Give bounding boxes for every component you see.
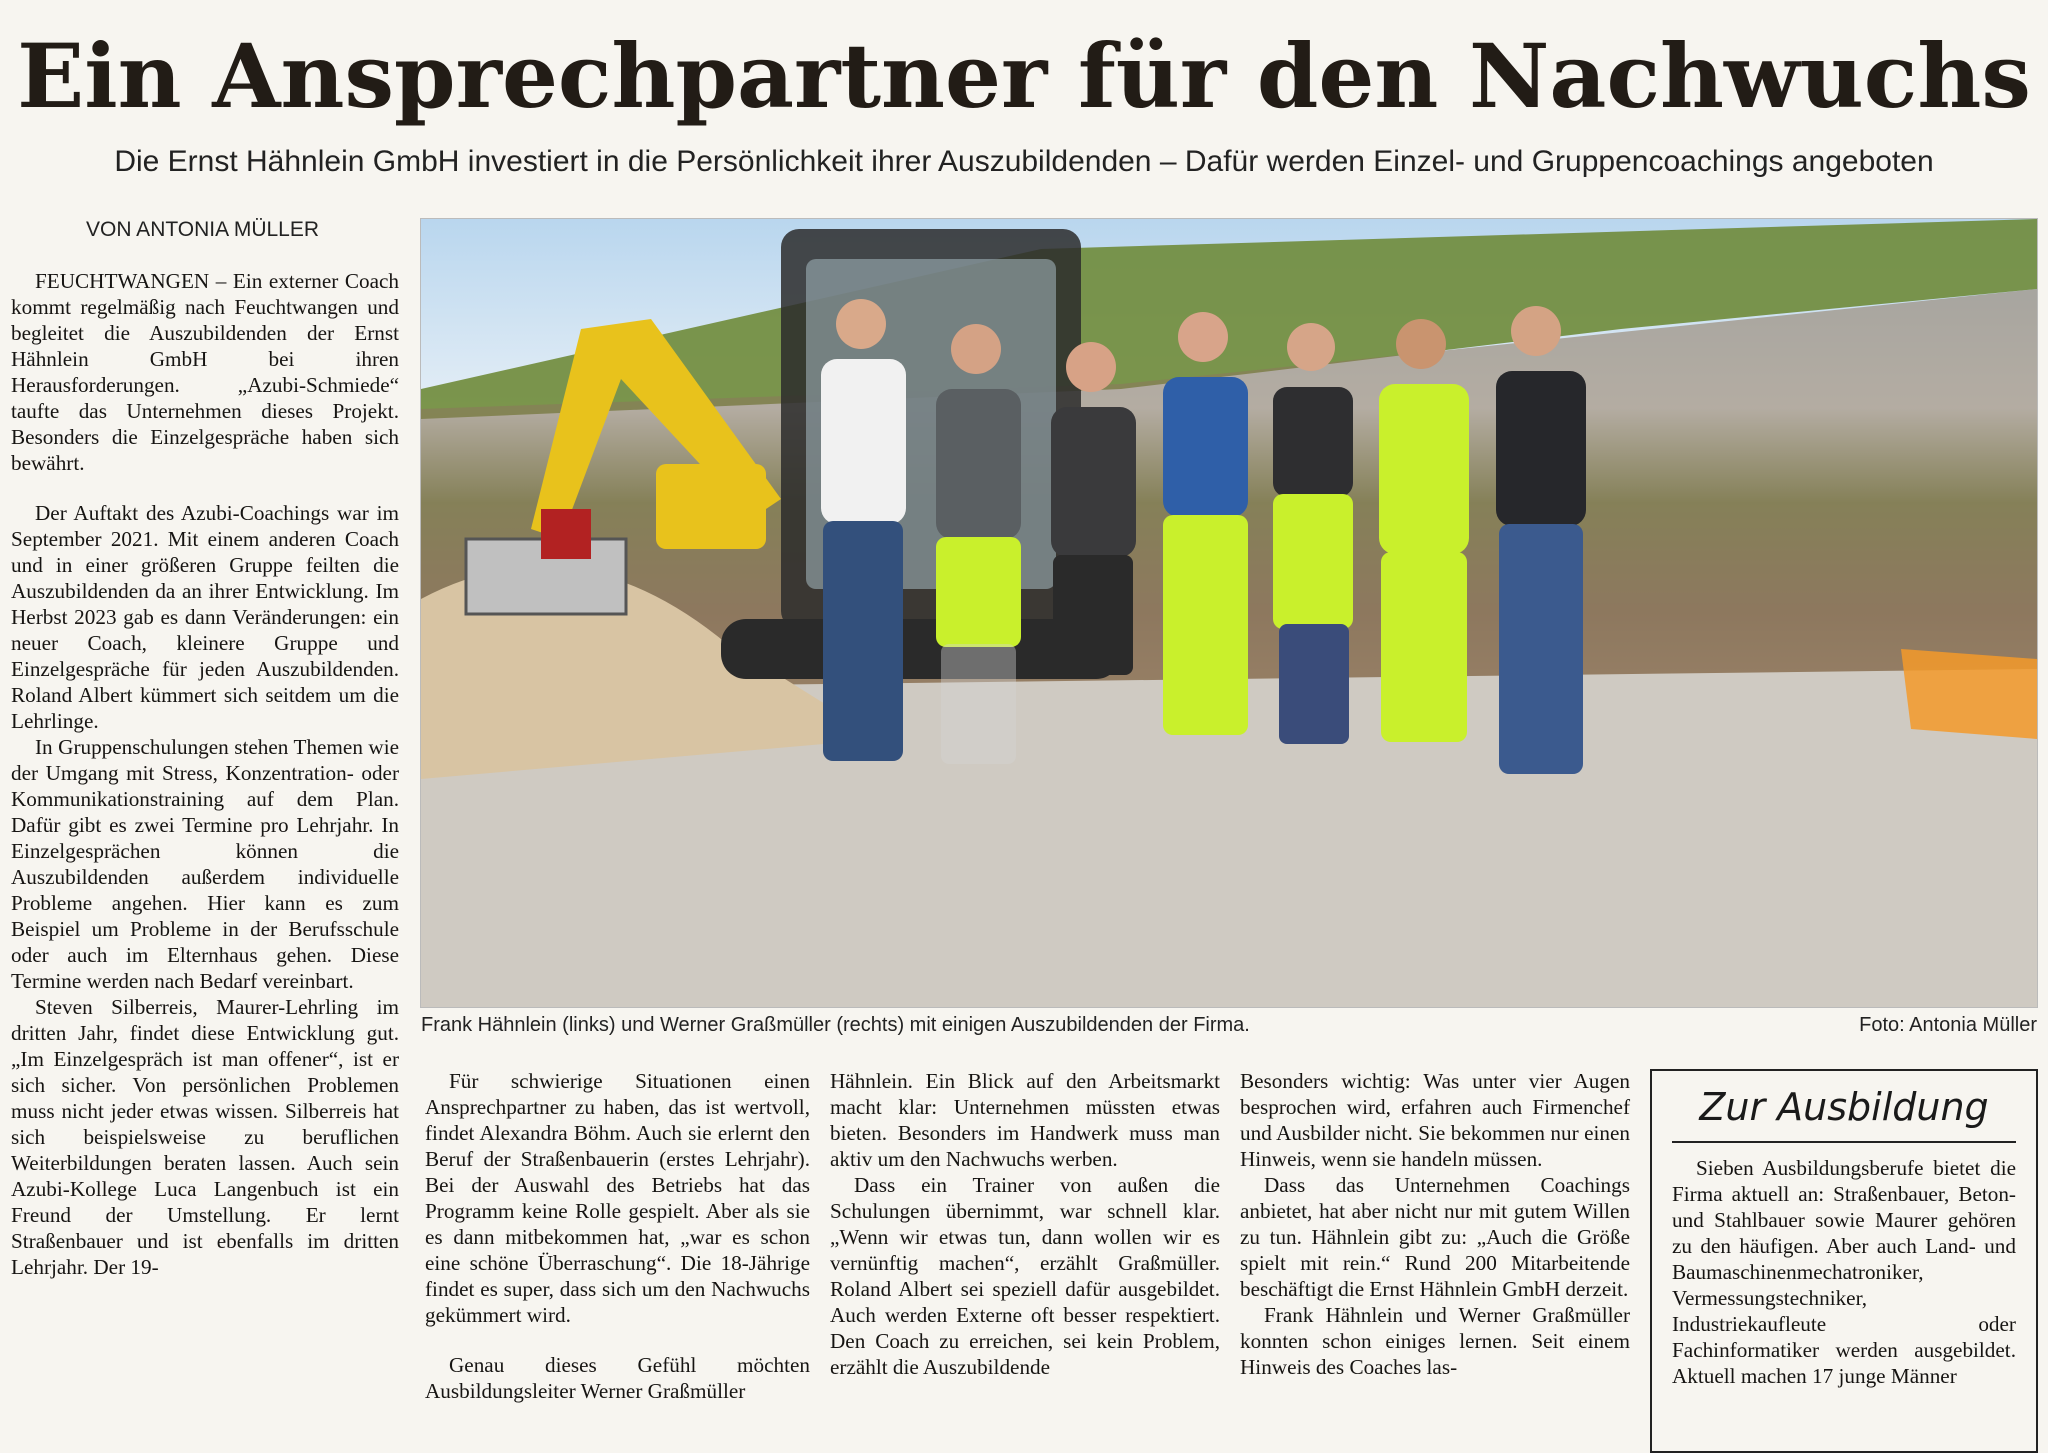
sidebar-text: Sieben Ausbildungsberufe bietet die Firma aktuell an: Straßenbauer, Beton- und Stahlbauer sowie Maurer gehören zu den häufigen. Aber auch Land- und Baumaschinenmechatroniker, Vermessungstechniker, Industriekaufleute oder Fachinformatiker werden ausgebildet. Aktuell machen 17 junge Männer bbox=[1672, 1156, 2016, 1388]
paragraph: Für schwierige Situationen einen Ansprechpartner zu haben, das ist wertvoll, findet Alexandra Böhm. Auch sie erlernt den Beruf der Straßenbauerin (erstes Lehrjahr). Bei der Auswahl des Betriebs hat das Programm keine Rolle gespielt. Aber als sie es dann mitbekommen hat, „war es schon eine schöne Überraschung“. Die 18-Jährige findet es super, dass sich um den Nachwuchs gekümmert wird. bbox=[425, 1069, 810, 1327]
paragraph: Dass das Unternehmen Coachings anbietet, hat aber nicht nur mit gutem Willen zu tun. Hähnlein gibt zu: „Auch die Größe spielt mit rein.“ Rund 200 Mitarbeitende beschäftigt die Ernst Hähnlein GmbH derzeit. bbox=[1240, 1173, 1630, 1301]
paragraph: Der Auftakt des Azubi-Coachings war im September 2021. Mit einem anderen Coach und in einer größeren Gruppe feilten die Auszubildenden da an ihrer Entwicklung. Im Herbst 2023 gab es dann Veränderungen: ein neuer Coach, kleinere Gruppe und Einzelgespräche für jeden Auszubildenden. Roland Albert kümmert sich seitdem um die Lehrlinge. bbox=[11, 501, 399, 733]
sidebar-title: Zur Ausbildung bbox=[1699, 1085, 1989, 1129]
paragraph: Dass ein Trainer von außen die Schulungen übernimmt, war schnell klar. „Wenn wir etwas tun, dann wollen wir es vernünftig machen“, erzählt Graßmüller. Roland Albert sei speziell dafür ausgebildet. Auch werden Externe oft besser respektiert. Den Coach zu erreichen, sei kein Problem, erzählt die Auszubildende bbox=[830, 1173, 1220, 1379]
subheadline: Die Ernst Hähnlein GmbH investiert in die Persönlichkeit ihrer Auszubildenden – Dafür werden Einzel- und Gruppencoachings angeboten bbox=[114, 145, 1934, 178]
paragraph: Genau dieses Gefühl möchten Ausbildungsleiter Werner Graßmüller bbox=[425, 1353, 810, 1403]
paragraph: Steven Silberreis, Maurer-Lehrling im dritten Jahr, findet diese Entwicklung gut. „Im Einzelgespräch ist man offener“, ist er sich sicher. Von persönlichen Problemen muss nicht jeder etwas wissen. Silberreis hat sich beispielsweise zu beruflichen Weiterbildungen beraten lassen. Auch sein Azubi-Kollege Luca Langenbuch ist ein Freund der Umstellung. Er lernt Straßenbauer und ist ebenfalls im dritten Lehrjahr. Der 19- bbox=[11, 995, 399, 1279]
headline: Ein Ansprechpartner für den Nachwuchs bbox=[17, 24, 2031, 128]
text-column-4 bbox=[1240, 1068, 1630, 1380]
photo-credit: Foto: Antonia Müller bbox=[1859, 1014, 2037, 1036]
paragraph: FEUCHTWANGEN – Ein externer Coach kommt regelmäßig nach Feuchtwangen und begleitet die Auszubildenden der Ernst Hähnlein GmbH bei ihren Herausforderungen. „Azubi-Schmiede“ taufte das Unternehmen dieses Projekt. Besonders die Einzelgespräche haben sich bewährt. bbox=[11, 269, 399, 475]
orange-bags bbox=[1901, 649, 2037, 739]
text-column-3 bbox=[830, 1068, 1220, 1380]
text-column-1 bbox=[11, 268, 399, 1280]
paragraph: Besonders wichtig: Was unter vier Augen besprochen wird, erfahren auch Firmenchef und Ausbilder nicht. Sie bekommen nur einen Hinweis, wenn sie handeln müssen. bbox=[1240, 1069, 1630, 1171]
paragraph: In Gruppenschulungen stehen Themen wie der Umgang mit Stress, Konzentration- oder Kommunikationstraining auf dem Plan. Dafür gibt es zwei Termine pro Lehrjahr. In Einzelgesprächen können die Auszubildenden außerdem individuelle Probleme angehen. Hier kann es zum Beispiel um Probleme in der Berufsschule oder auch im Elternhaus gehen. Diese Termine werden nach Bedarf vereinbart. bbox=[11, 735, 399, 993]
text-column-2 bbox=[425, 1068, 810, 1404]
caption-text: Frank Hähnlein (links) und Werner Graßmüller (rechts) mit einigen Auszubildenden der Firma. bbox=[421, 1014, 1250, 1036]
byline: VON ANTONIA MÜLLER bbox=[86, 218, 320, 241]
excavator-icon bbox=[466, 229, 1121, 679]
photo-illustration bbox=[421, 219, 2037, 1007]
sidebar-box bbox=[1650, 1069, 2038, 1453]
paragraph: Frank Hähnlein und Werner Graßmüller konnten schon einiges lernen. Seit einem Hinweis des Coaches las- bbox=[1240, 1303, 1630, 1379]
paragraph: Hähnlein. Ein Blick auf den Arbeitsmarkt macht klar: Unternehmen müssten etwas bieten. Besonders im Handwerk muss man aktiv um den Nachwuchs werben. bbox=[830, 1069, 1220, 1171]
photo-caption bbox=[421, 1014, 2037, 1037]
sidebar-divider bbox=[1672, 1141, 2016, 1143]
article-photo bbox=[420, 218, 2038, 1008]
